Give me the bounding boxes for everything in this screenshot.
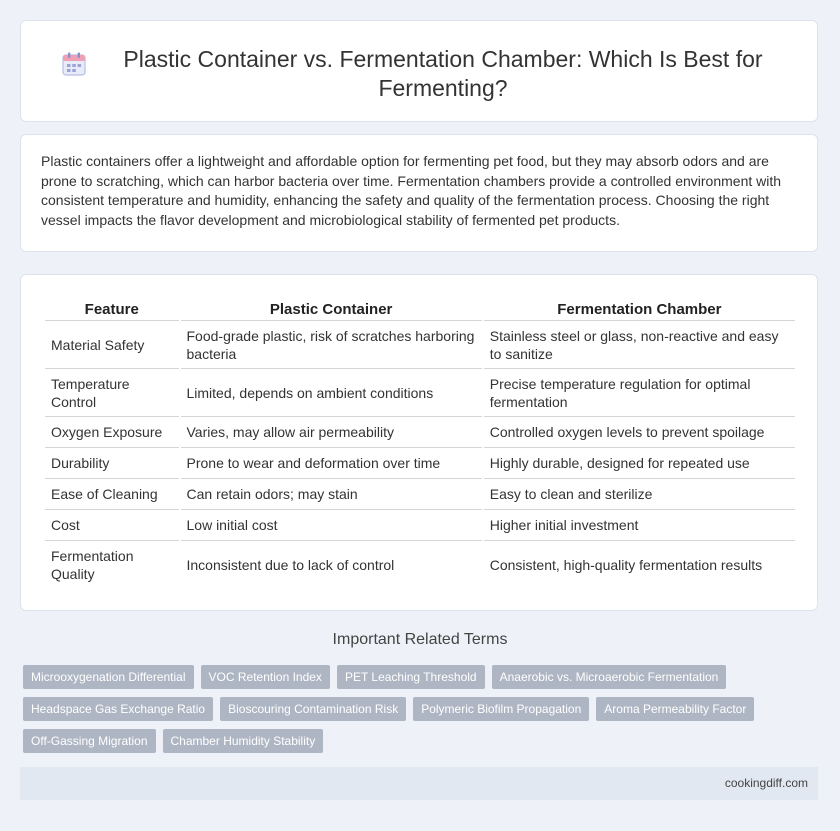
related-term-tag[interactable]: Microoxygenation Differential — [23, 665, 194, 689]
related-term-tag[interactable]: Bioscouring Contamination Risk — [220, 697, 406, 721]
table-cell: Durability — [45, 448, 179, 479]
header-fermentation-chamber: Fermentation Chamber — [484, 295, 795, 321]
header-plastic-container: Plastic Container — [181, 295, 482, 321]
intro-paragraph: Plastic containers offer a lightweight and affordable option for fermenting pet food, but they may absorb odors and are prone to scratching, which can harbor bacteria over time. Fermentation chambers provide a controlled environment with consistent temperature and humidity, enhancing the safety and quality of the fermentation process. Choosing the right vessel impacts the flavor development and microbiological stability of fermented pet products. — [41, 153, 782, 228]
related-term-tag[interactable]: Aroma Permeability Factor — [596, 697, 754, 721]
table-cell: Food-grade plastic, risk of scratches harboring bacteria — [181, 321, 482, 369]
title-card — [20, 20, 818, 122]
page-title: Plastic Container vs. Fermentation Chamber: Which Is Best for Fermenting? — [123, 46, 763, 101]
table-cell: Precise temperature regulation for optimal fermentation — [484, 369, 795, 417]
table-cell: Low initial cost — [181, 510, 482, 541]
table-cell: Stainless steel or glass, non-reactive and easy to sanitize — [484, 321, 795, 369]
table-row — [45, 321, 795, 369]
related-term-tag[interactable]: Polymeric Biofilm Propagation — [413, 697, 589, 721]
table-cell: Highly durable, designed for repeated use — [484, 448, 795, 479]
table-cell: Limited, depends on ambient conditions — [181, 369, 482, 417]
table-row — [45, 448, 795, 479]
footer-site-link[interactable]: cookingdiff.com — [724, 776, 808, 790]
intro-card — [20, 134, 818, 252]
table-cell: Fermentation Quality — [51, 548, 134, 582]
related-term-tag[interactable]: PET Leaching Threshold — [337, 665, 485, 689]
comparison-table — [43, 295, 797, 589]
table-header-row — [45, 295, 795, 321]
related-terms-tags — [23, 665, 783, 753]
table-cell: Cost — [45, 510, 179, 541]
table-cell: Controlled oxygen levels to prevent spoilage — [484, 417, 795, 448]
comparison-card — [20, 274, 818, 611]
table-cell: Easy to clean and sterilize — [484, 479, 795, 510]
table-cell: Oxygen Exposure — [45, 417, 179, 448]
table-cell: Inconsistent due to lack of control — [186, 557, 395, 573]
related-terms-title: Important Related Terms — [332, 631, 508, 648]
table-cell: Material Safety — [45, 321, 179, 369]
calendar-icon — [61, 51, 87, 77]
related-term-tag[interactable]: VOC Retention Index — [201, 665, 330, 689]
table-cell: Prone to wear and deformation over time — [181, 448, 482, 479]
table-cell: Higher initial investment — [484, 510, 795, 541]
related-term-tag[interactable]: Chamber Humidity Stability — [163, 729, 324, 753]
table-row — [45, 369, 795, 417]
related-term-tag[interactable]: Headspace Gas Exchange Ratio — [23, 697, 213, 721]
table-row — [45, 541, 795, 589]
related-term-tag[interactable]: Off-Gassing Migration — [23, 729, 156, 753]
table-row — [45, 479, 795, 510]
table-cell: Temperature Control — [45, 369, 179, 417]
related-term-tag[interactable]: Anaerobic vs. Microaerobic Fermentation — [492, 665, 727, 689]
table-cell: Can retain odors; may stain — [181, 479, 482, 510]
table-row — [45, 417, 795, 448]
table-cell: Consistent, high-quality fermentation results — [489, 557, 763, 573]
title-wrap — [21, 21, 817, 103]
header-feature: Feature — [45, 295, 179, 321]
table-cell: Ease of Cleaning — [45, 479, 179, 510]
table-cell: Varies, may allow air permeability — [181, 417, 482, 448]
table-row — [45, 510, 795, 541]
footer — [20, 767, 818, 800]
